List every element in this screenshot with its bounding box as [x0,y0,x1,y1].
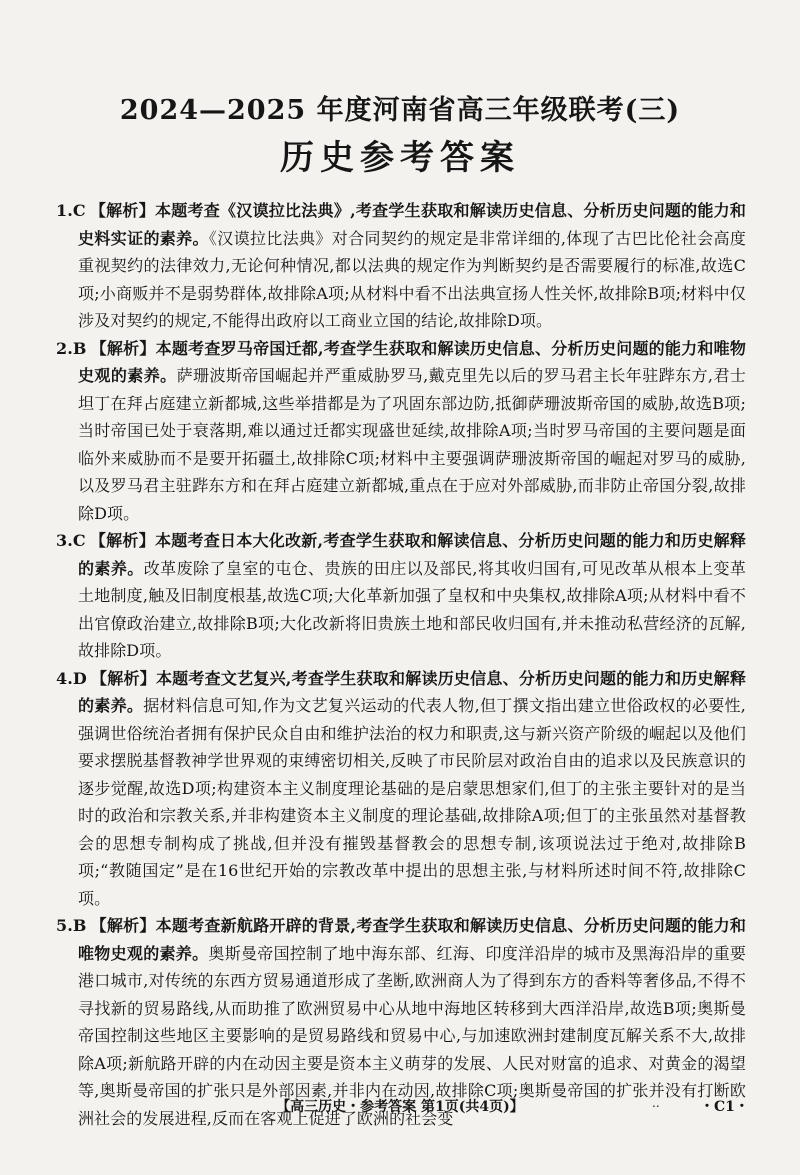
analysis-tag: 【解析】 [90,916,156,935]
answer-choice: B [72,338,87,358]
analysis-body: 萨珊波斯帝国崛起并严重威胁罗马,戴克里先以后的罗马君主长年驻跸东方,君士坦丁在拜占庭建立新都城,这些举措都是为了巩固东部边防,抵御萨珊波斯帝国的威胁,故选B项;当时帝国已处于衰落期,难以通过迁都实现盛世延续,故排除A项;当时罗马帝国的主要问题是面临外来威胁而不是要开拓疆土,故排除C项;材料中主要强调萨珊波斯帝国的崛起对罗马的威胁,以及罗马君主驻跸东方和在拜占庭建立新都城,重点在于应对外部威胁,而非防止帝国分裂,故排除D项。 [78,366,746,523]
analysis-tag: 【解析】 [90,668,156,688]
analysis-body: 奥斯曼帝国控制了地中海东部、红海、印度洋沿岸的城市及黑海沿岸的重要港口城市,对传统的东西方贸易通道形成了垄断,欧洲商人为了得到东方的香料等奢侈品,不得不寻找新的贸易路线,从而助推了欧洲贸易中心从地中海地区转移到大西洋沿岸,故选B项;奥斯曼帝国控制这些地区主要影响的是贸易路线和贸易中心,与加速欧洲封建制度瓦解关系不大,故排除A项;新航路开辟的内在动因主要是资本主义萌芽的发展、人民对财富的追求、对黄金的渴望等,奥斯曼帝国的扩张只是外部因素,并非内在动因,故排除C项;奥斯曼帝国的扩张并没有打断欧洲社会的发展进程,反而在客观上促进了欧洲的社会变 [78,943,746,1128]
analysis-tag: 【解析】 [89,531,155,550]
answer-number: 5. [56,916,73,935]
answer-item-1 [56,197,746,335]
page-footer [0,1096,800,1116]
analysis-tag: 【解析】 [89,201,155,220]
answer-item-2 [56,335,746,528]
analysis-intro: 本题考查文艺复兴,考查学生获取和解读历史信息、分析历史问题的能力和历史解释的素养。 [78,668,746,715]
analysis-body: 改革废除了皇室的屯仓、贵族的田庄以及部民,将其收归国有,可见改革从根本上变革土地制度,触及旧制度根基,故选C项;大化革新加强了皇权和中央集权,故排除A项;从材料中看不出官僚政治建立,故排除B项;大化改新将旧贵族土地和部民收归国有,并未推动私营经济的瓦解,故排除D项。 [78,558,746,660]
analysis-intro: 本题考查《汉谟拉比法典》,考查学生获取和解读历史信息、分析历史问题的能力和史料实证的素养。 [78,201,746,248]
analysis-body: 《汉谟拉比法典》对合同契约的规定是非常详细的,体现了古巴比伦社会高度重视契约的法律效力,无论何种情况,都以法典的规定作为判断契约是否需要履行的标准,故选C项;小商贩并不是弱势群体,故排除A项;从材料中看不出法典宣扬人性关怀,故排除B项;材料中仅涉及对契约的规定,不能得出政府以工商业立国的结论,故排除D项。 [78,228,746,330]
footer-mark: .. [652,1096,660,1110]
answer-number: 3. [56,531,73,550]
answer-choice: D [72,668,87,688]
analysis-tag: 【解析】 [90,338,156,358]
answer-number: 2. [56,338,73,358]
page-title: 历史参考答案 [280,138,520,178]
answer-number: 1. [56,201,73,220]
analysis-intro: 本题考查日本大化改新,考查学生获取和解读信息、分析历史问题的能力和历史解释的素养。 [78,531,746,578]
analysis-intro: 本题考查罗马帝国迁都,考查学生获取和解读历史信息、分析历史问题的能力和唯物史观的素养。 [78,338,746,385]
answer-item-4 [56,665,746,913]
answer-choice: C [72,531,86,550]
answer-list [56,197,746,1132]
answer-choice: C [72,201,86,220]
answer-choice: B [72,916,87,935]
footer-page-info: 【高三历史・参考答案 第1页(共4页)】 [276,1099,524,1115]
analysis-body: 据材料信息可知,作为文艺复兴运动的代表人物,但丁撰文指出建立世俗政权的必要性,强调世俗统治者拥有保护民众自由和维护法治的权力和职责,这与新兴资产阶级的崛起以及他们要求摆脱基督教神学世界观的束缚密切相关,反映了市民阶层对政治自由的追求以及民族意识的逐步觉醒,故选D项;构建资本主义制度理论基础的是启蒙思想家们,但丁的主张主要针对的是当时的政治和宗教关系,并非构建资本主义制度的理论基础,故排除A项;但丁的主张虽然对基督教会的思想专制构成了挑战,但并没有摧毁基督教会的思想专制,该项说法过于绝对,故排除B项;“教随国定”是在16世纪开始的宗教改革中提出的思想主张,与材料所述时间不符,故排除C项。 [78,696,746,908]
answer-number: 4. [56,668,73,688]
footer-code: ・C1・ [700,1099,749,1115]
answer-item-3 [56,527,746,665]
analysis-intro: 本题考查新航路开辟的背景,考查学生获取和解读历史信息、分析历史问题的能力和唯物史观的素养。 [78,916,746,963]
exam-title: 2024—2025 年度河南省高三年级联考(三) [119,95,681,126]
